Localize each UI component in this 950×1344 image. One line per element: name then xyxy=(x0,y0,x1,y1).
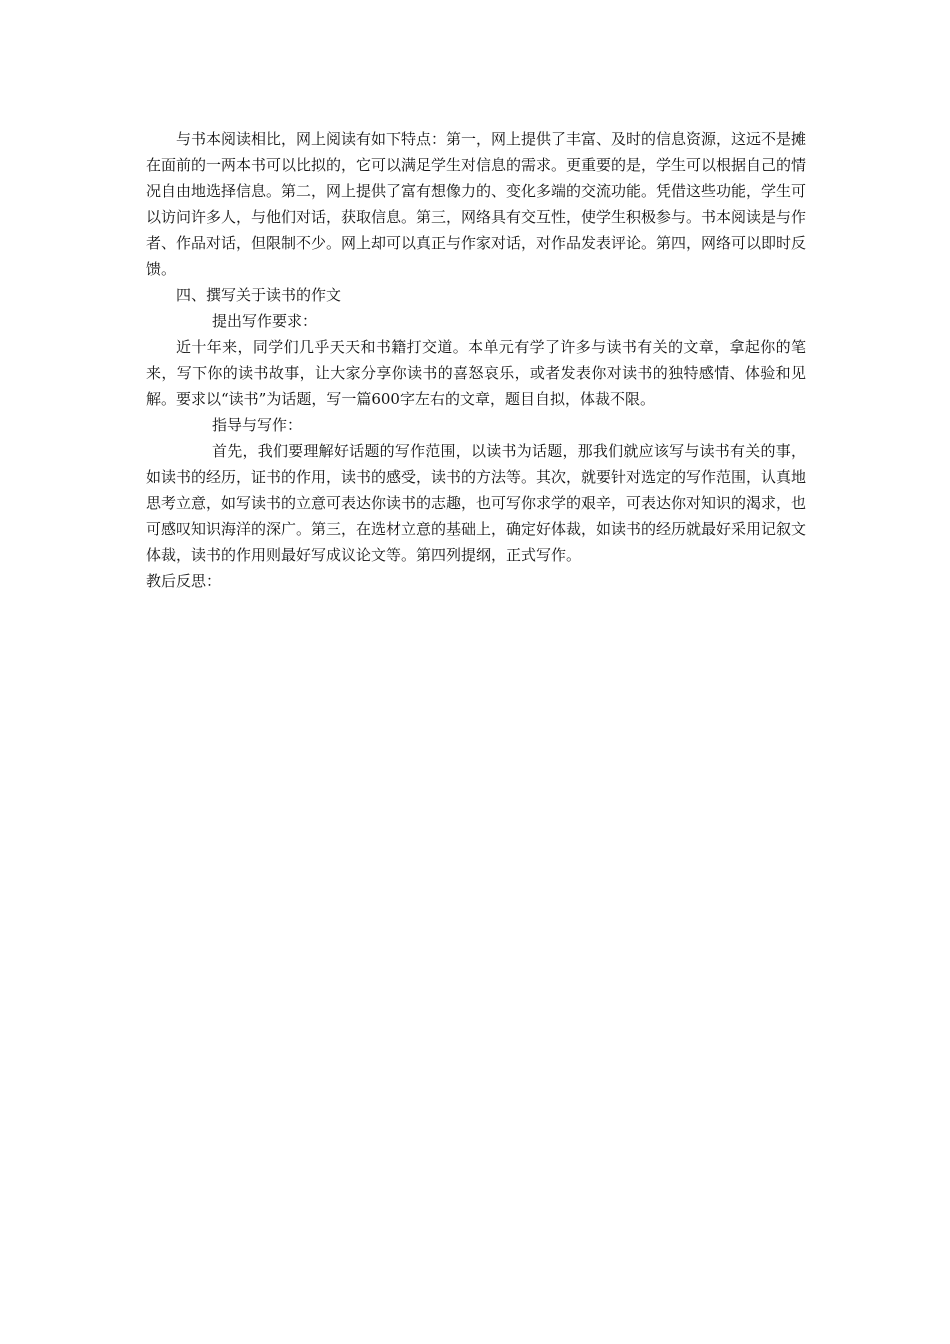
paragraph-writing-guidance: 首先，我们要理解好话题的写作范围，以读书为话题，那我们就应该写与读书有关的事，如读书的经历，证书的作用，读书的感受，读书的方法等。其次，就要针对选定的写作范围，认真地思考立意，如写读书的立意可表达你读书的志趣，也可写你求学的艰辛，可表达你对知识的渴求，也可感叹知识海洋的深广。第三，在选材立意的基础上，确定好体裁，如读书的经历就最好采用记叙文体裁，读书的作用则最好写成议论文等。第四列提纲，正式写作。 xyxy=(146,442,807,564)
section-heading: 四、撰写关于读书的作文 xyxy=(176,286,342,304)
reflection-label: 教后反思： xyxy=(146,572,222,590)
paragraph-writing-requirement: 近十年来，同学们几乎天天和书籍打交道。本单元有学了许多与读书有关的文章，拿起你的笔来，写下你的读书故事，让大家分享你读书的喜怒哀乐，或者发表你对读书的独特感情、体验和见解。要求以“读书”为话题，写一篇600字左右的文章，题目自拟，体裁不限。 xyxy=(146,338,806,408)
document-body xyxy=(146,126,806,594)
guidance-label: 指导与写作： xyxy=(212,416,303,434)
paragraph-online-reading: 与书本阅读相比，网上阅读有如下特点：第一，网上提供了丰富、及时的信息资源，这远不是摊在面前的一两本书可以比拟的，它可以满足学生对信息的需求。更重要的是，学生可以根据自己的情况自由地选择信息。第二，网上提供了富有想像力的、变化多端的交流功能。凭借这些功能，学生可以访问许多人，与他们对话，获取信息。第三，网络具有交互性，使学生积极参与。书本阅读是与作者、作品对话，但限制不少。网上却可以真正与作家对话，对作品发表评论。第四，网络可以即时反馈。 xyxy=(146,130,807,278)
requirement-label: 提出写作要求： xyxy=(212,312,318,330)
